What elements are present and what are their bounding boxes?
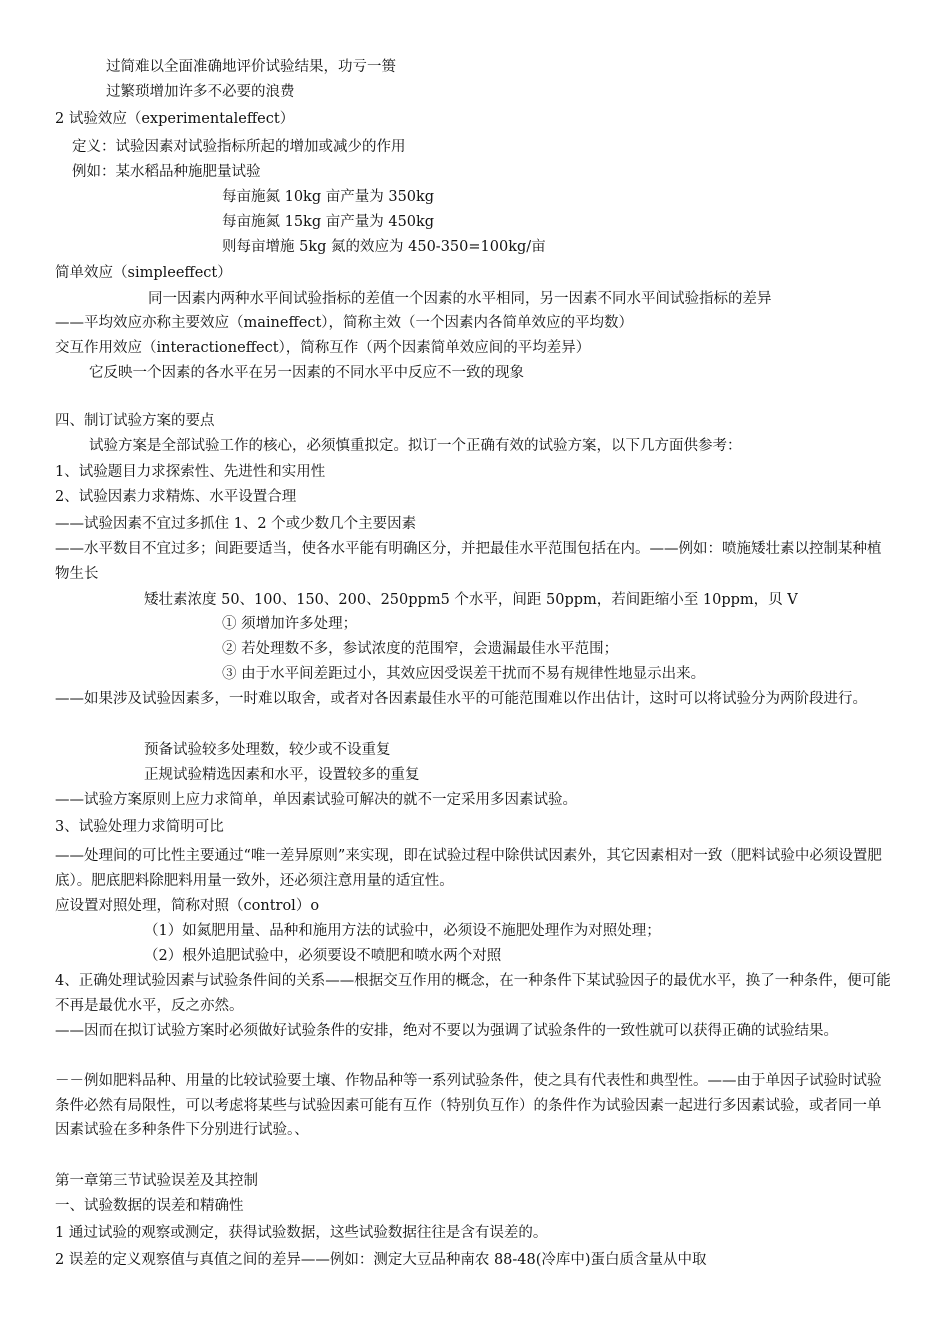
text-line: 1、试验题目力求探索性、先进性和实用性 <box>55 464 326 480</box>
paragraph: ——水平数目不宜过多；间距要适当，使各水平能有明确区分，并把最佳水平范围包括在内。——例如：喷施矮壮素以控制某种植物生长 <box>55 541 882 582</box>
paragraph: ——因而在拟订试验方案时必须做好试验条件的安排，绝对不要以为强调了试验条件的一致性就可以获得正确的试验结果。 <box>55 1023 838 1039</box>
text-line: ——试验因素不宜过多抓住 1、2 个或少数几个主要因素 <box>55 516 417 532</box>
text-line: 预备试验较多处理数，较少或不设重复 <box>144 742 391 758</box>
list-item: ② 若处理数不多，参试浓度的范围窄，会遗漏最佳水平范围； <box>222 641 619 657</box>
paragraph: ——如果涉及试验因素多，一时难以取舍，或者对各因素最佳水平的可能范围难以作出估计，这时可以将试验分为两阶段进行。 <box>55 691 867 707</box>
section-heading: 四、制订试验方案的要点 <box>55 413 215 429</box>
text-line: 过简难以全面准确地评价试验结果，功亏一篑 <box>106 59 396 75</box>
text-line: 矮壮素浓度 50、100、150、200、250ppm5 个水平，间距 50ppm，若间距缩小至 10ppm，贝 V <box>144 592 798 608</box>
chapter-heading: 第一章第三节试验误差及其控制 <box>55 1173 258 1189</box>
text-line: 1 通过试验的观察或测定，获得试验数据，这些试验数据往往是含有误差的。 <box>55 1225 548 1241</box>
list-item: ① 须增加许多处理； <box>222 616 358 632</box>
text-line: 2、试验因素力求精炼、水平设置合理 <box>55 489 297 505</box>
text-line: 例如：某水稻品种施肥量试验 <box>72 164 261 180</box>
text-line: 过繁琐增加许多不必要的浪费 <box>106 84 295 100</box>
text-line: 它反映一个因素的各水平在另一因素的不同水平中反应不一致的现象 <box>89 365 524 381</box>
text-line: ——平均效应亦称主要效应（maineffect），简称主效（一个因素内各简单效应的平均数） <box>55 315 634 331</box>
list-item: （1）如氮肥用量、品种和施用方法的试验中，必须设不施肥处理作为对照处理； <box>144 923 661 939</box>
text-line: ——试验方案原则上应力求简单，单因素试验可解决的就不一定采用多因素试验。 <box>55 792 577 808</box>
list-item: ③ 由于水平间差距过小，其效应因受误差干扰而不易有规律性地显示出来。 <box>222 666 706 682</box>
text-line: 每亩施氮 10kg 亩产量为 350kg <box>222 189 435 205</box>
list-item: （2）根外追肥试验中，必须要设不喷肥和喷水两个对照 <box>144 948 502 964</box>
section-heading: 2 试验效应（experimentaleffect） <box>55 111 295 127</box>
text-line: 3、试验处理力求简明可比 <box>55 819 224 835</box>
text-line: 应设置对照处理，简称对照（control）o <box>55 898 320 914</box>
text-line: 则每亩增施 5kg 氮的效应为 450-350=100kg/亩 <box>222 239 546 255</box>
text-line: 每亩施氮 15kg 亩产量为 450kg <box>222 214 435 230</box>
text-line: 简单效应（simpleeffect） <box>55 265 232 281</box>
text-line: 同一因素内两种水平间试验指标的差值一个因素的水平相同，另一因素不同水平间试验指标的差异 <box>148 291 772 307</box>
paragraph: ——处理间的可比性主要通过“唯一差异原则”来实现，即在试验过程中除供试因素外，其它因素相对一致（肥料试验中必须设置肥底）。肥底肥料除肥料用量一致外，还必须注意用量的适宜性。 <box>55 848 882 889</box>
text-line: 2 误差的定义观察值与真值之间的差异——例如：测定大豆品种南农 88-48(冷库中)蛋白质含量从中取 <box>55 1252 707 1268</box>
paragraph: －－例如肥料品种、用量的比较试验要土壤、作物品种等一系列试验条件，使之具有代表性和典型性。——由于单因子试验时试验条件必然有局限性，可以考虑将某些与试验因素可能有互作（特别负互作）的条件作为试验因素一起进行多因素试验，或者同一单因素试验在多种条件下分别进行试验。、 <box>55 1073 882 1138</box>
text-line: 定义：试验因素对试验指标所起的增加或减少的作用 <box>72 139 406 155</box>
section-heading: 一、试验数据的误差和精确性 <box>55 1198 244 1214</box>
text-line: 交互作用效应（interactioneffect），简称互作（两个因素简单效应间的平均差异） <box>55 340 591 356</box>
paragraph: 4、正确处理试验因素与试验条件间的关系——根据交互作用的概念，在一种条件下某试验因子的最优水平，换了一种条件，便可能不再是最优水平，反之亦然。 <box>55 973 891 1014</box>
text-line: 正规试验精选因素和水平，设置较多的重复 <box>144 767 420 783</box>
text-line: 试验方案是全部试验工作的核心，必须慎重拟定。拟订一个正确有效的试验方案，以下几方面供参考： <box>89 438 742 454</box>
